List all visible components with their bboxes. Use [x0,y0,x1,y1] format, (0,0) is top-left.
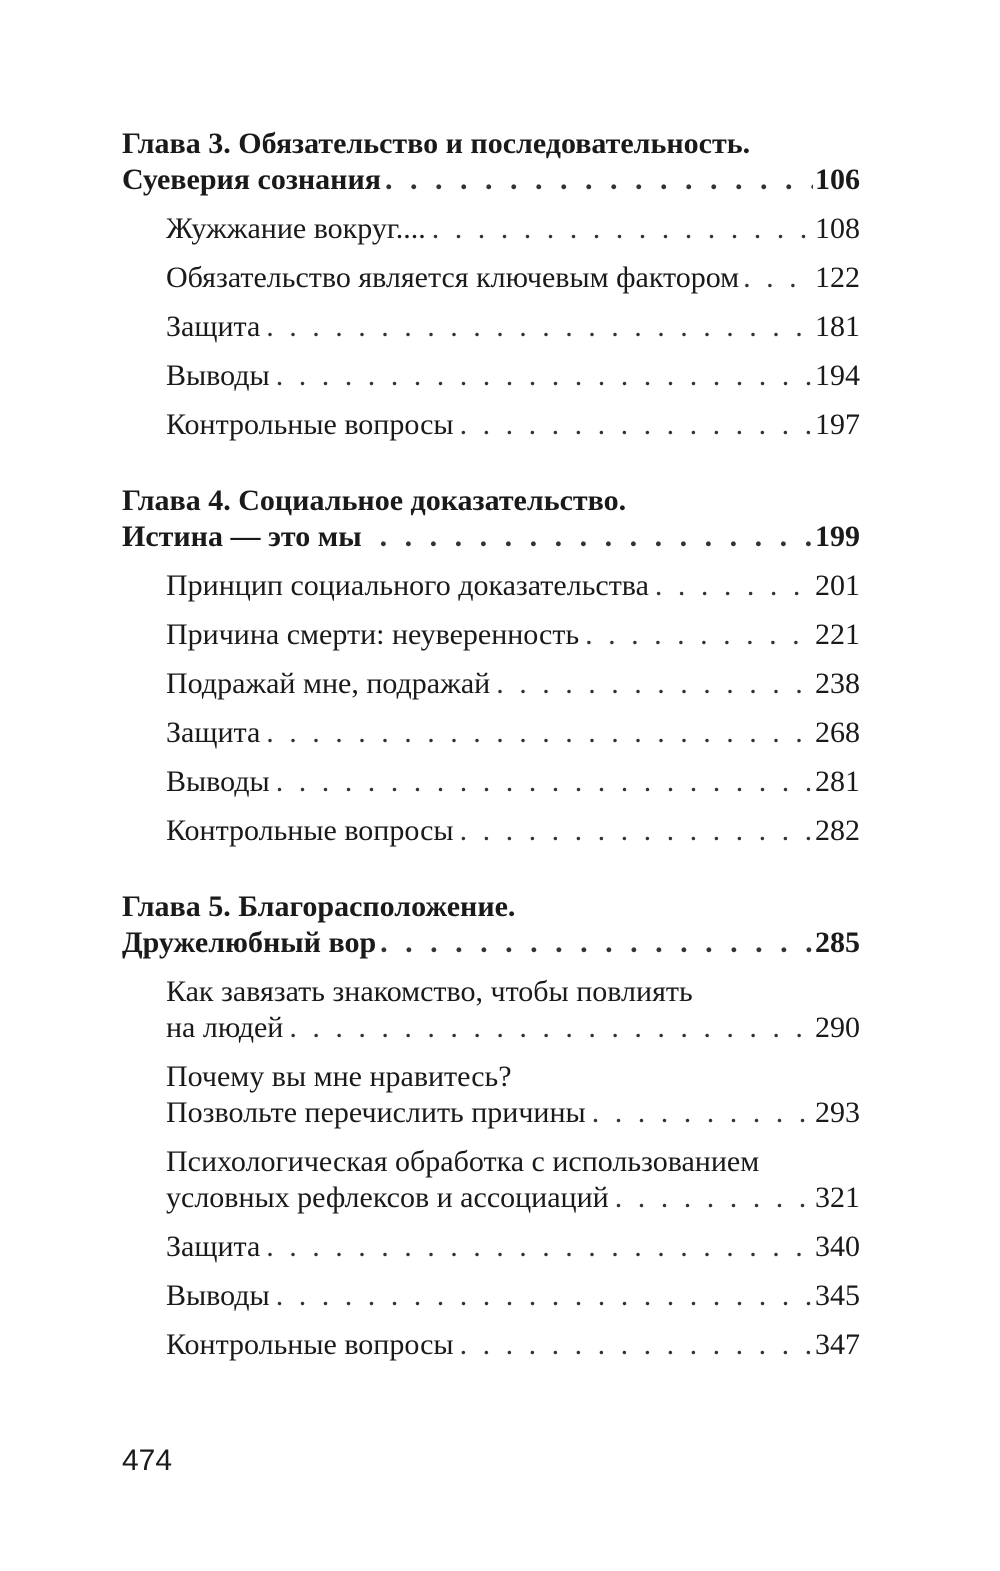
entry-label: Защита [166,1230,261,1263]
chapter-entry [122,925,860,961]
chapter-subtitle: Суеверия сознания [122,163,381,196]
toc-entry [166,211,860,247]
toc-entry [166,666,860,702]
dot-leader [615,1180,811,1216]
page-number: 347 [815,1328,860,1361]
page-number: 199 [815,520,860,553]
toc-entry [166,407,860,443]
toc-entry [166,617,860,653]
dot-leader [743,260,811,296]
page-number: 238 [815,667,860,700]
chapter-5 [122,889,860,1363]
page-number: 340 [815,1230,860,1263]
chapter-3 [122,126,860,443]
entry-label: Выводы [166,359,270,392]
chapter-title: Глава 4. Социальное доказательство. [122,484,627,517]
page-number: 290 [815,1011,860,1044]
dot-leader [380,925,813,961]
page-number: 122 [815,261,860,294]
page-number: 197 [815,408,860,441]
entry-label-line2: Позвольте перечислить причины [166,1096,586,1129]
dot-leader [276,1278,811,1314]
dot-leader [276,764,811,800]
toc-entry [166,715,860,751]
dot-leader [266,1229,811,1265]
page-number: 181 [815,310,860,343]
entry-label: Контрольные вопросы [166,814,454,847]
toc-entry [166,1229,860,1265]
page-folio: 474 [122,1444,173,1477]
entry-label: Защита [166,310,261,343]
toc-entry [166,1278,860,1314]
dot-leader [460,407,811,443]
entry-label-line1: Психологическая обработка с использованием [166,1145,760,1178]
dot-leader [380,519,813,555]
dot-leader [496,666,811,702]
toc-entry-multiline [166,1059,860,1131]
page-number: 201 [815,569,860,602]
dot-leader [460,813,811,849]
section-list [166,568,860,849]
toc-entry-multiline [166,974,860,1046]
entry-label: Контрольные вопросы [166,1328,454,1361]
dot-leader [592,1095,811,1131]
chapter-subtitle: Истина — это мы [122,520,362,553]
entry-label: Причина смерти: неуверенность [166,618,580,651]
entry-label: Подражай мне, подражай [166,667,491,700]
page-number: 221 [815,618,860,651]
dot-leader [460,1327,811,1363]
dot-leader [266,309,811,345]
section-list [166,211,860,443]
entry-last-line [166,1010,860,1046]
dot-leader [385,162,813,198]
toc-entry [166,358,860,394]
toc-entry [166,813,860,849]
entry-label-line2: условных рефлексов и ассоциаций [166,1181,609,1214]
page-number: 281 [815,765,860,798]
page-number: 321 [815,1181,860,1214]
toc-entry-multiline [166,1144,860,1216]
page-number: 106 [815,163,860,196]
page-number: 345 [815,1279,860,1312]
chapter-title: Глава 3. Обязательство и последовательность. [122,127,751,160]
page-number: 194 [815,359,860,392]
page-number: 268 [815,716,860,749]
dot-leader [585,617,811,653]
toc-entry [166,1327,860,1363]
toc-entry [166,568,860,604]
chapter-entry [122,162,860,198]
toc-entry [166,260,860,296]
dot-leader [432,211,811,247]
toc-entry [166,309,860,345]
page-number: 293 [815,1096,860,1129]
entry-label: Жужжание вокруг.... [166,212,426,245]
entry-label: Принцип социального доказательства [166,569,649,602]
entry-last-line [166,1095,860,1131]
entry-label: Выводы [166,765,270,798]
entry-label-line1: Почему вы мне нравитесь? [166,1060,512,1093]
table-of-contents [122,126,860,1363]
chapter-title: Глава 5. Благорасположение. [122,890,516,923]
entry-label: Выводы [166,1279,270,1312]
dot-leader [276,358,811,394]
chapter-entry [122,519,860,555]
section-list [166,974,860,1363]
page-number: 108 [815,212,860,245]
dot-leader [655,568,811,604]
entry-label: Защита [166,716,261,749]
page-number: 285 [815,926,860,959]
chapter-4 [122,483,860,849]
toc-entry [166,764,860,800]
entry-last-line [166,1180,860,1216]
page-number: 282 [815,814,860,847]
dot-leader [289,1010,811,1046]
entry-label: Контрольные вопросы [166,408,454,441]
chapter-subtitle: Дружелюбный вор [122,926,377,959]
entry-label-line2: на людей [166,1011,284,1044]
entry-label: Обязательство является ключевым фактором [166,261,740,294]
entry-label-line1: Как завязать знакомство, чтобы повлиять [166,975,693,1008]
dot-leader [266,715,811,751]
